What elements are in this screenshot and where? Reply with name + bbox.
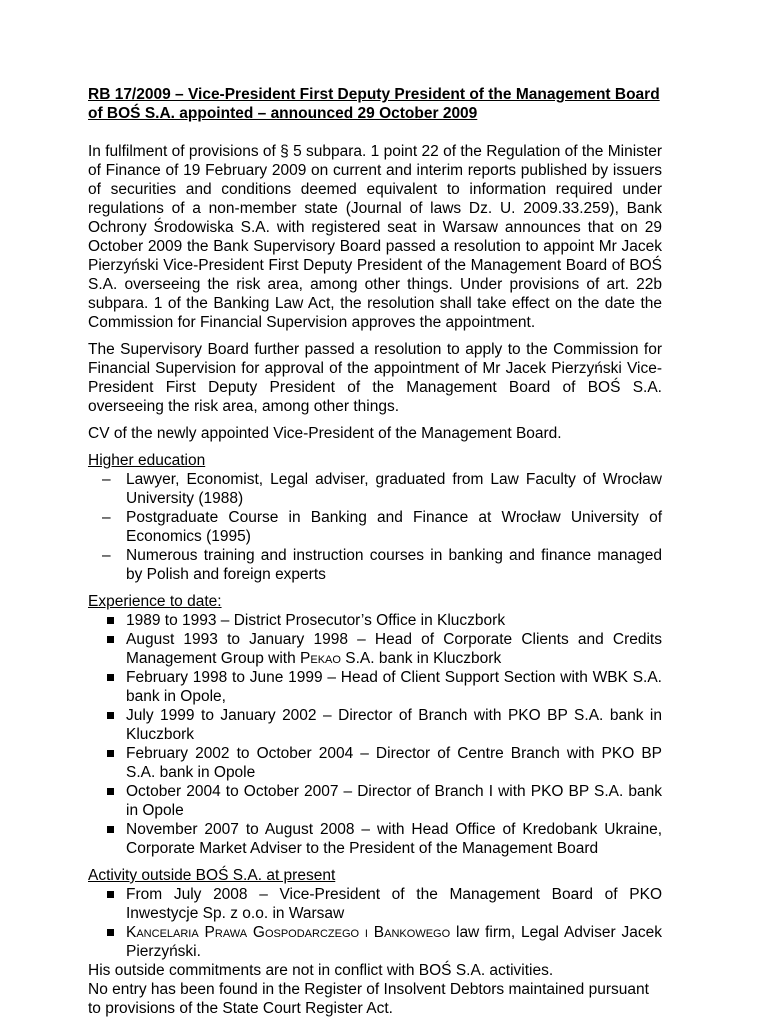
- experience-item: November 2007 to August 2008 – with Head Office of Kredobank Ukraine, Corporate Market Adviser to the President of the Management Board: [88, 820, 662, 858]
- square-bullet-icon: [107, 712, 114, 719]
- square-bullet-icon: [107, 636, 114, 643]
- document-title: RB 17/2009 – Vice-President First Deputy President of the Management Board of BOŚ S.A. appointed – announced 29 October 2009: [88, 86, 660, 122]
- experience-item: October 2004 to October 2007 – Director of Branch I with PKO BP S.A. bank in Opole: [88, 782, 662, 820]
- intro-paragraph: In fulfilment of provisions of § 5 subpara. 1 point 22 of the Regulation of the Minister of Finance of 19 February 2009 on current and interim reports published by issuers of securities and conditions deemed equivalent to information required under regulations of a non-member state (Journal of laws Dz. U. 2009.33.259), Bank Ochrony Środowiska S.A. with registered seat in Warsaw announces that on 29 October 2009 the Bank Supervisory Board passed a resolution to appoint Mr Jacek Pierzyński Vice-President First Deputy President of the Management Board of BOŚ S.A. overseeing the risk area, among other things. Under provisions of art. 22b subpara. 1 of the Banking Law Act, the resolution shall take effect on the date the Commission for Financial Supervision approves the appointment.: [88, 143, 662, 331]
- square-bullet-icon: [107, 617, 114, 624]
- experience-item: August 1993 to January 1998 – Head of Corporate Clients and Credits Management Group with Pekao S.A. bank in Kluczbork: [88, 630, 662, 668]
- education-list: [88, 470, 662, 584]
- education-item: – Numerous training and instruction courses in banking and finance managed by Polish and foreign experts: [102, 547, 662, 583]
- dash-marker: –: [102, 471, 111, 488]
- dash-marker: –: [102, 547, 111, 564]
- square-bullet-icon: [107, 891, 114, 898]
- experience-item: July 1999 to January 2002 – Director of Branch with PKO BP S.A. bank in Kluczbork: [88, 706, 662, 744]
- activity-heading: Activity outside BOŚ S.A. at present: [88, 867, 336, 884]
- square-bullet-icon: [107, 826, 114, 833]
- experience-item: 1989 to 1993 – District Prosecutor’s Office in Kluczbork: [88, 611, 662, 630]
- education-item: – Lawyer, Economist, Legal adviser, graduated from Law Faculty of Wrocław University (1988): [102, 471, 662, 507]
- square-bullet-icon: [107, 750, 114, 757]
- conflict-statement: His outside commitments are not in conflict with BOŚ S.A. activities.: [88, 962, 554, 979]
- supervisory-board-paragraph: The Supervisory Board further passed a resolution to apply to the Commission for Financial Supervision for approval of the appointment of Mr Jacek Pierzyński Vice-President First Deputy President of the Management Board of BOŚ S.A. overseeing the risk area, among other things.: [88, 341, 662, 415]
- dash-marker: –: [102, 509, 111, 526]
- register-statement: No entry has been found in the Register of Insolvent Debtors maintained pursuant to provisions of the State Court Register Act.: [88, 981, 649, 1017]
- experience-item: February 2002 to October 2004 – Director of Centre Branch with PKO BP S.A. bank in Opole: [88, 744, 662, 782]
- square-bullet-icon: [107, 788, 114, 795]
- square-bullet-icon: [107, 929, 114, 936]
- education-heading: Higher education: [88, 452, 206, 469]
- cv-intro-paragraph: CV of the newly appointed Vice-President of the Management Board.: [88, 425, 562, 442]
- experience-item: February 1998 to June 1999 – Head of Client Support Section with WBK S.A. bank in Opole,: [88, 668, 662, 706]
- activity-item: Kancelaria Prawa Gospodarczego i Bankowego law firm, Legal Adviser Jacek Pierzyński.: [88, 923, 662, 961]
- experience-list: [88, 611, 662, 858]
- square-bullet-icon: [107, 674, 114, 681]
- activity-list: [88, 885, 662, 961]
- experience-heading: Experience to date:: [88, 593, 222, 610]
- activity-item: From July 2008 – Vice-President of the Management Board of PKO Inwestycje Sp. z o.o. in Warsaw: [88, 885, 662, 923]
- education-item: – Postgraduate Course in Banking and Finance at Wrocław University of Economics (1995): [102, 509, 662, 545]
